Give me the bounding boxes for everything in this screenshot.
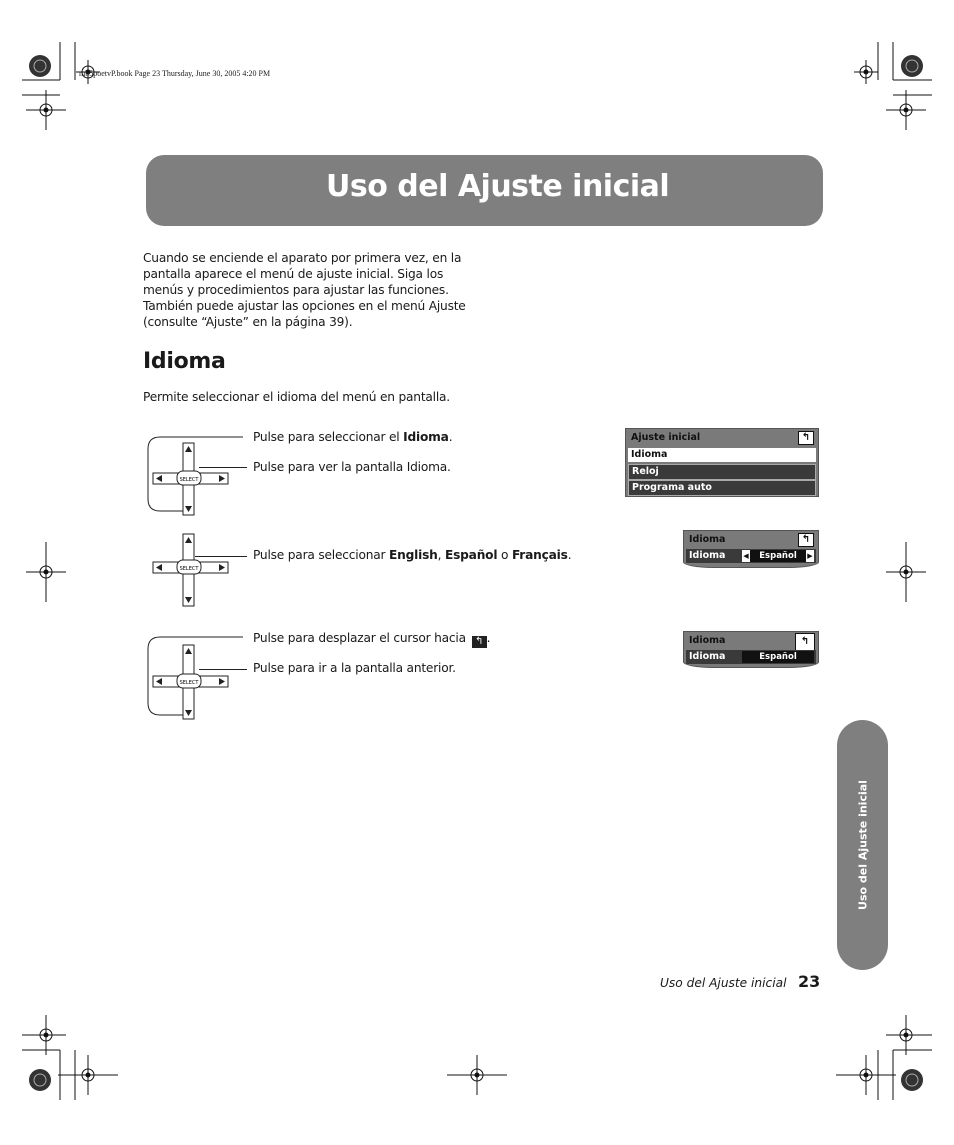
osd-label: Idioma [689,651,726,662]
text-fragment: Pulse para seleccionar el [253,430,404,444]
step2-text [253,548,571,562]
intro-line: Cuando se enciende el aparato por primera vez, en la [143,251,462,265]
text-fragment: . [486,631,491,645]
dpad-diagram-2 [145,530,245,610]
text-fragment: . [448,430,453,444]
return-arrow-icon: ↰ [798,533,814,547]
text-fragment: . [567,548,572,562]
page-number: 23 [798,972,821,991]
osd-item: Programa auto [628,480,816,496]
dpad-diagram-1 [145,435,245,525]
section-description: Permite seleccionar el idioma del menú en pantalla. [143,390,450,404]
osd-label: Idioma [689,550,726,561]
leader-line [199,669,247,670]
intro-line: menús y procedimientos para ajustar las funciones. [143,283,449,297]
return-arrow-icon: ↰ [798,431,814,445]
text-fragment: o [497,548,512,562]
dpad-diagram-3 [145,635,245,725]
step1-line2: Pulse para ver la pantalla Idioma. [253,460,451,474]
intro-paragraph [143,250,473,330]
language-value [742,651,814,663]
chapter-tab-label: Uso del Ajuste inicial [856,780,869,910]
chapter-side-tab [837,720,888,970]
osd-header: Idioma [689,534,726,545]
language-value-text: Español [759,551,797,561]
osd-language-row [686,650,816,664]
print-header: mb5poetvP.book Page 23 Thursday, June 30, 2005 4:20 PM [79,69,271,78]
text-fragment: Français [511,548,568,562]
text-fragment: Pulse para desplazar el cursor hacia [253,631,466,645]
step1-line1 [253,430,452,444]
title-banner [146,155,823,226]
text-fragment: , [437,548,445,562]
osd-initial-setup-menu [625,428,819,497]
language-value-text: Español [759,652,797,662]
return-arrow-icon: ↰ [796,634,814,650]
leader-line [195,556,247,557]
osd-item: Reloj [628,464,816,480]
intro-line: (consulte “Ajuste” en la página 39). [143,315,353,329]
section-title: Idioma [143,349,226,374]
intro-line: pantalla aparece el menú de ajuste inicial. Siga los [143,267,444,281]
right-arrow-icon: ▶ [807,552,813,560]
osd-language-row [686,549,816,563]
osd-language-menu [683,530,819,568]
footer-chapter-label: Uso del Ajuste inicial [660,976,787,990]
select-label: SELECT [179,566,199,572]
return-arrow-icon: ↰ [472,636,487,648]
language-value [742,550,814,562]
osd-header: Idioma [689,635,726,646]
page-title: Uso del Ajuste inicial [326,169,670,204]
osd-header: Ajuste inicial [631,432,701,443]
left-arrow-icon: ◀ [743,552,749,560]
intro-line: También puede ajustar las opciones en el menú Ajuste [143,299,466,313]
step3-line1 [253,631,490,648]
text-fragment: Pulse para seleccionar [253,548,389,562]
text-fragment: Español [444,548,498,562]
leader-line [199,467,247,468]
osd-item-selected: Idioma [628,448,816,462]
select-label: SELECT [179,680,199,686]
text-fragment: English [388,548,438,562]
select-label: SELECT [179,477,199,483]
text-fragment: Idioma [403,430,449,444]
osd-language-menu-back [683,631,819,668]
step3-line2: Pulse para ir a la pantalla anterior. [253,661,456,675]
